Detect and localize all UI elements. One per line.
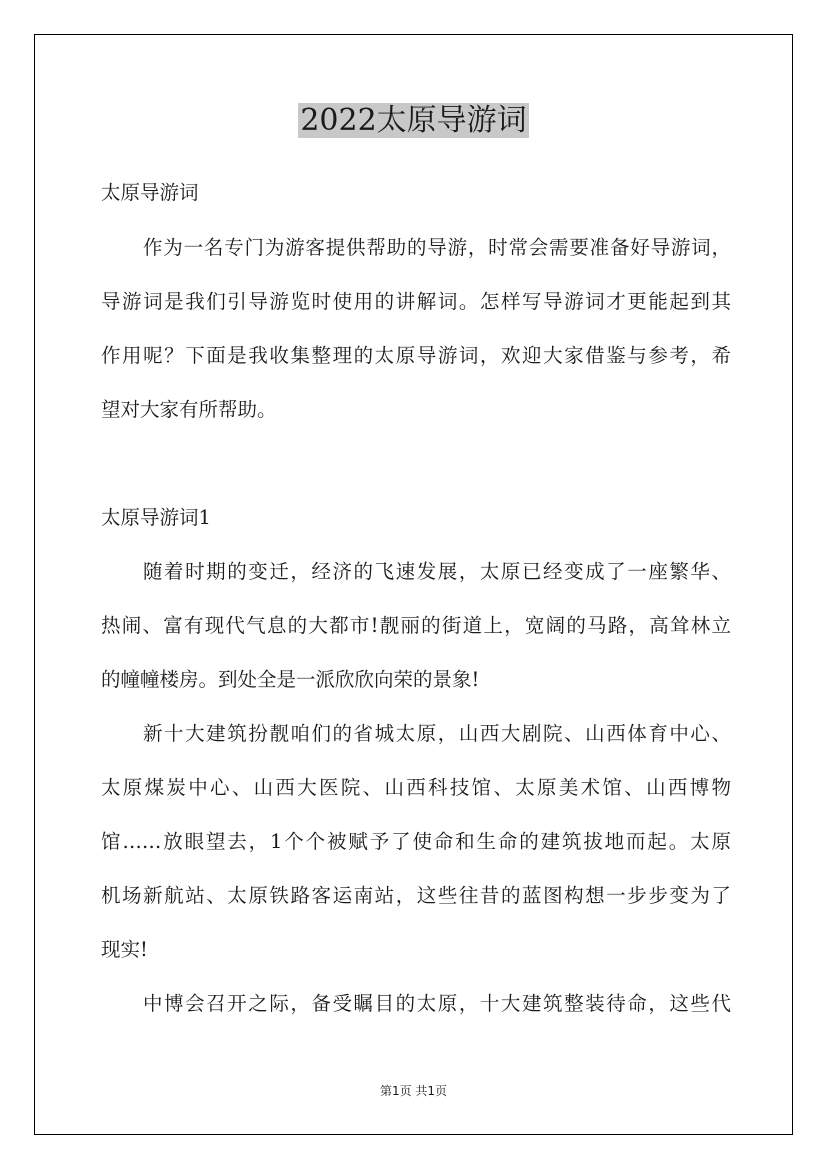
document-title	[0, 100, 827, 142]
section-heading: 太原导游词1	[101, 506, 211, 529]
page-number-footer: 第1页 共1页	[379, 1084, 448, 1098]
intro-line: 作用呢？下面是我收集整理的太原导游词，欢迎大家借鉴与参考，希	[101, 344, 731, 367]
paragraph-line: 机场新航站、太原铁路客运南站，这些往昔的蓝图构想一步步变为了	[101, 884, 731, 907]
paragraph-line: 现实!	[101, 938, 148, 961]
intro-heading: 太原导游词	[101, 181, 199, 204]
paragraph-line: 太原煤炭中心、山西大医院、山西科技馆、太原美术馆、山西博物	[101, 776, 731, 799]
paragraph-line: 的幢幢楼房。到处全是一派欣欣向荣的景象!	[101, 668, 480, 691]
intro-line: 导游词是我们引导游览时使用的讲解词。怎样写导游词才更能起到其	[101, 290, 731, 313]
paragraph-line: 新十大建筑扮靓咱们的省城太原，山西大剧院、山西体育中心、	[143, 722, 731, 745]
intro-line: 望对大家有所帮助。	[101, 398, 277, 421]
paragraph-line: 中博会召开之际，备受瞩目的太原，十大建筑整装待命，这些代	[143, 992, 731, 1015]
document-title-text: 2022太原导游词	[300, 103, 527, 138]
paragraph-line: 热闹、富有现代气息的大都市!靓丽的街道上，宽阔的马路，高耸林立	[101, 614, 731, 637]
paragraph-line: 随着时期的变迁，经济的飞速发展，太原已经变成了一座繁华、	[143, 560, 731, 583]
paragraph-line: 馆……放眼望去，1个个被赋予了使命和生命的建筑拔地而起。太原	[101, 830, 731, 853]
intro-line: 作为一名专门为游客提供帮助的导游，时常会需要准备好导游词，	[143, 236, 731, 259]
